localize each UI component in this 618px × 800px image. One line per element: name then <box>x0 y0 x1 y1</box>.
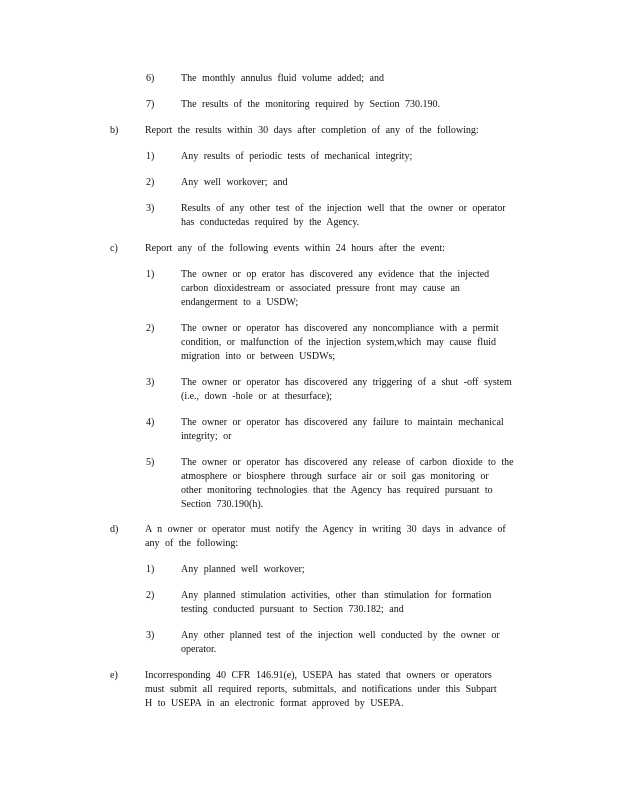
item-label: 6) <box>146 73 155 84</box>
item-label: 3) <box>146 203 155 214</box>
item-text: Any other planned test of the injection well conducted by the owner or operator. <box>181 630 500 655</box>
item-label: 4) <box>146 417 155 428</box>
item-label: 3) <box>146 377 155 388</box>
item-text: The owner or operator has discovered any release of carbon dioxide to the atmosphere or biosphere through surface air or soil gas monitoring or other monitoring technologies that the Agency has required pursuant to Section 730.190(h). <box>181 457 514 510</box>
item-text: The owner or operator has discovered any noncompliance with a permit condition, or malfunction of the injection system,which may cause fluid migration into or between USDWs; <box>181 323 499 362</box>
item-label: 5) <box>146 457 155 468</box>
item-label: c) <box>110 243 118 254</box>
item-label: 1) <box>146 269 155 280</box>
item-label: 1) <box>146 564 155 575</box>
item-text: Any planned stimulation activities, other than stimulation for formation testing conducted pursuant to Section 730.182; and <box>181 590 492 615</box>
item-text: Report the results within 30 days after completion of any of the following: <box>145 125 479 136</box>
item-text: Any results of periodic tests of mechanical integrity; <box>181 151 413 162</box>
item-text: The monthly annulus fluid volume added; and <box>181 73 384 84</box>
item-text: Report any of the following events within 24 hours after the event: <box>145 243 445 254</box>
item-text: The results of the monitoring required by Section 730.190. <box>181 99 440 110</box>
item-label: 1) <box>146 151 155 162</box>
item-text: The owner or operator has discovered any triggering of a shut -off system (i.e., down -hole or at thesurface); <box>181 377 512 402</box>
item-text: Any planned well workover; <box>181 564 305 575</box>
item-text: Any well workover; and <box>181 177 288 188</box>
item-label: b) <box>110 125 119 136</box>
item-label: d) <box>110 524 119 535</box>
item-text: Results of any other test of the injection well that the owner or operator has conductedas required by the Agency. <box>181 203 506 228</box>
item-text: The owner or operator has discovered any failure to maintain mechanical integrity; or <box>181 417 504 442</box>
item-text: The owner or op erator has discovered any evidence that the injected carbon dioxidestream or associated pressure front may cause an endangerment to a USDW; <box>181 269 490 308</box>
item-label: 3) <box>146 630 155 641</box>
item-label: 2) <box>146 590 155 601</box>
item-label: 7) <box>146 99 155 110</box>
item-label: 2) <box>146 323 155 334</box>
item-text: A n owner or operator must notify the Agency in writing 30 days in advance of any of the following: <box>145 524 506 549</box>
item-label: e) <box>110 670 118 681</box>
item-label: 2) <box>146 177 155 188</box>
item-text: Incorresponding 40 CFR 146.91(e), USEPA has stated that owners or operators must submit all required reports, submittals, and notifications under this Subpart H to USEPA in an electronic format approved by USEPA. <box>145 670 497 709</box>
